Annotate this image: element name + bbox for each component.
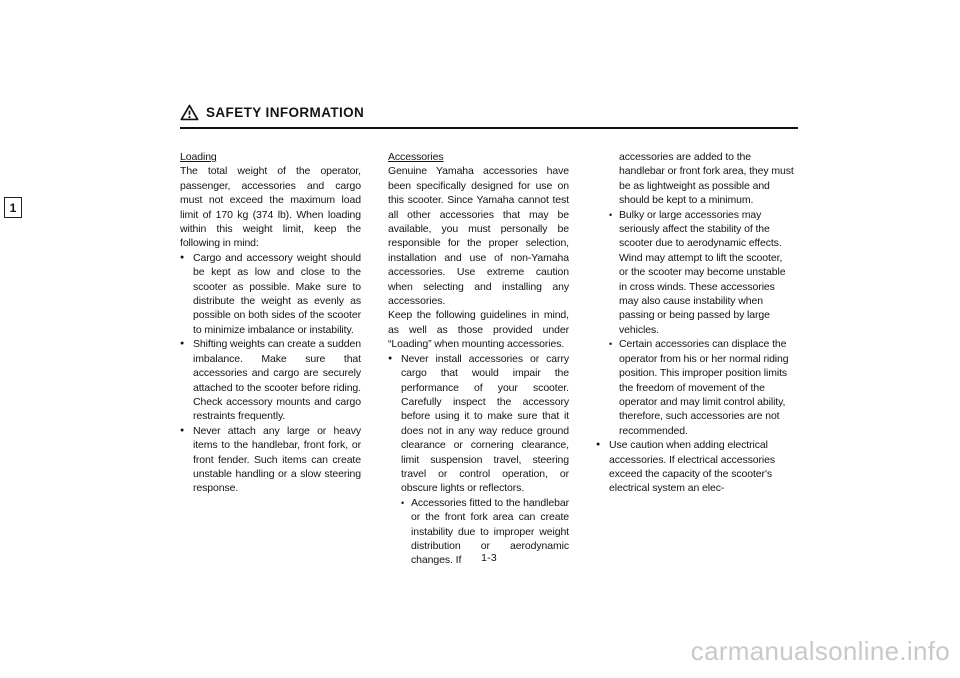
page-number: 1-3 <box>481 552 497 564</box>
bullet-marker: ● <box>180 426 185 434</box>
continuation-paragraph: accessories are added to the handlebar or front fork area, they must be as lightweight as possible and should be kept to a minimum. <box>619 151 794 207</box>
bullet-item <box>180 337 361 423</box>
section-heading: Loading <box>180 151 217 163</box>
column-accessories <box>388 150 569 568</box>
chapter-tab-number: 1 <box>4 197 22 218</box>
bullet-text: Never attach any large or heavy items to the handlebar, front fork, or front fender. Such items can create unstable handling or a slow steering response. <box>193 424 361 495</box>
bullet-text: Shifting weights can create a sudden imbalance. Make sure that accessories and cargo are securely attached to the scooter before riding. Check accessory mounts and cargo restraints frequently. <box>193 338 362 423</box>
page-title: SAFETY INFORMATION <box>206 105 365 120</box>
paragraph: Keep the following guidelines in mind, as well as those provided under “Loading” when mounting accessories. <box>388 309 569 351</box>
sub-bullet-item <box>596 208 794 338</box>
paragraph: The total weight of the operator, passenger, accessories and cargo must not exceed the maximum load limit of 170 kg (374 lb). When loading within this weight limit, keep the following in mind: <box>180 165 361 250</box>
bullet-marker: ● <box>180 340 185 348</box>
warning-triangle-icon <box>180 104 199 121</box>
bullet-text: Never install accessories or carry cargo that would impair the performance of your scooter. Carefully inspect the accessory before using it to make sure that it does not in any way reduce ground clearance or cornering clearance, limit suspension travel, steering travel or control operation, or obscure lights or reflectors. <box>401 352 569 495</box>
column-loading <box>180 150 361 496</box>
bullet-text: Use caution when adding electrical accessories. If electrical accessories exceed the capacity of the scooter's electrical system an elec- <box>609 439 776 495</box>
bullet-marker: ● <box>180 253 185 261</box>
column-accessories-continued <box>596 150 794 496</box>
sub-bullet-item <box>596 337 794 438</box>
bullet-marker: • <box>609 339 613 350</box>
bullet-item <box>596 438 794 496</box>
bullet-text: Cargo and accessory weight should be kept as low and close to the scooter as possible. Make sure to distribute the weight as evenly as possible on both sides of the scooter to minimize imbalance or instability. <box>193 251 361 336</box>
bullet-text: Accessories fitted to the handlebar or the front fork area can create instability due to improper weight distribution or aerodynamic changes. If <box>411 496 569 567</box>
bullet-text: Certain accessories can displace the operator from his or her normal riding position. This improper position limits the freedom of movement of the operator and may limit control ability, therefore, such accessories are not recommended. <box>619 338 789 437</box>
bullet-marker: ● <box>596 441 601 449</box>
bullet-marker: ● <box>388 354 393 362</box>
bullet-marker: • <box>401 497 405 508</box>
bullet-item <box>388 352 569 496</box>
bullet-marker: • <box>609 209 613 220</box>
bullet-item <box>180 251 361 337</box>
paragraph: Genuine Yamaha accessories have been specifically designed for use on this scooter. Since Yamaha cannot test all other accessories that may be available, you must personally be responsible for the proper selection, installation and use of non-Yamaha accessories. Use extreme caution when selecting and installing any accessories. <box>388 165 569 308</box>
bullet-item <box>180 424 361 496</box>
page-header <box>180 104 798 129</box>
section-heading: Accessories <box>388 151 444 163</box>
bullet-text: Bulky or large accessories may seriously affect the stability of the scooter due to aerodynamic effects. Wind may attempt to lift the scooter, or the scooter may become unstable in cross winds. These accessories may also cause instability when passing or being passed by large vehicles. <box>619 208 786 336</box>
watermark-text: carmanualsonline.info <box>690 636 950 666</box>
